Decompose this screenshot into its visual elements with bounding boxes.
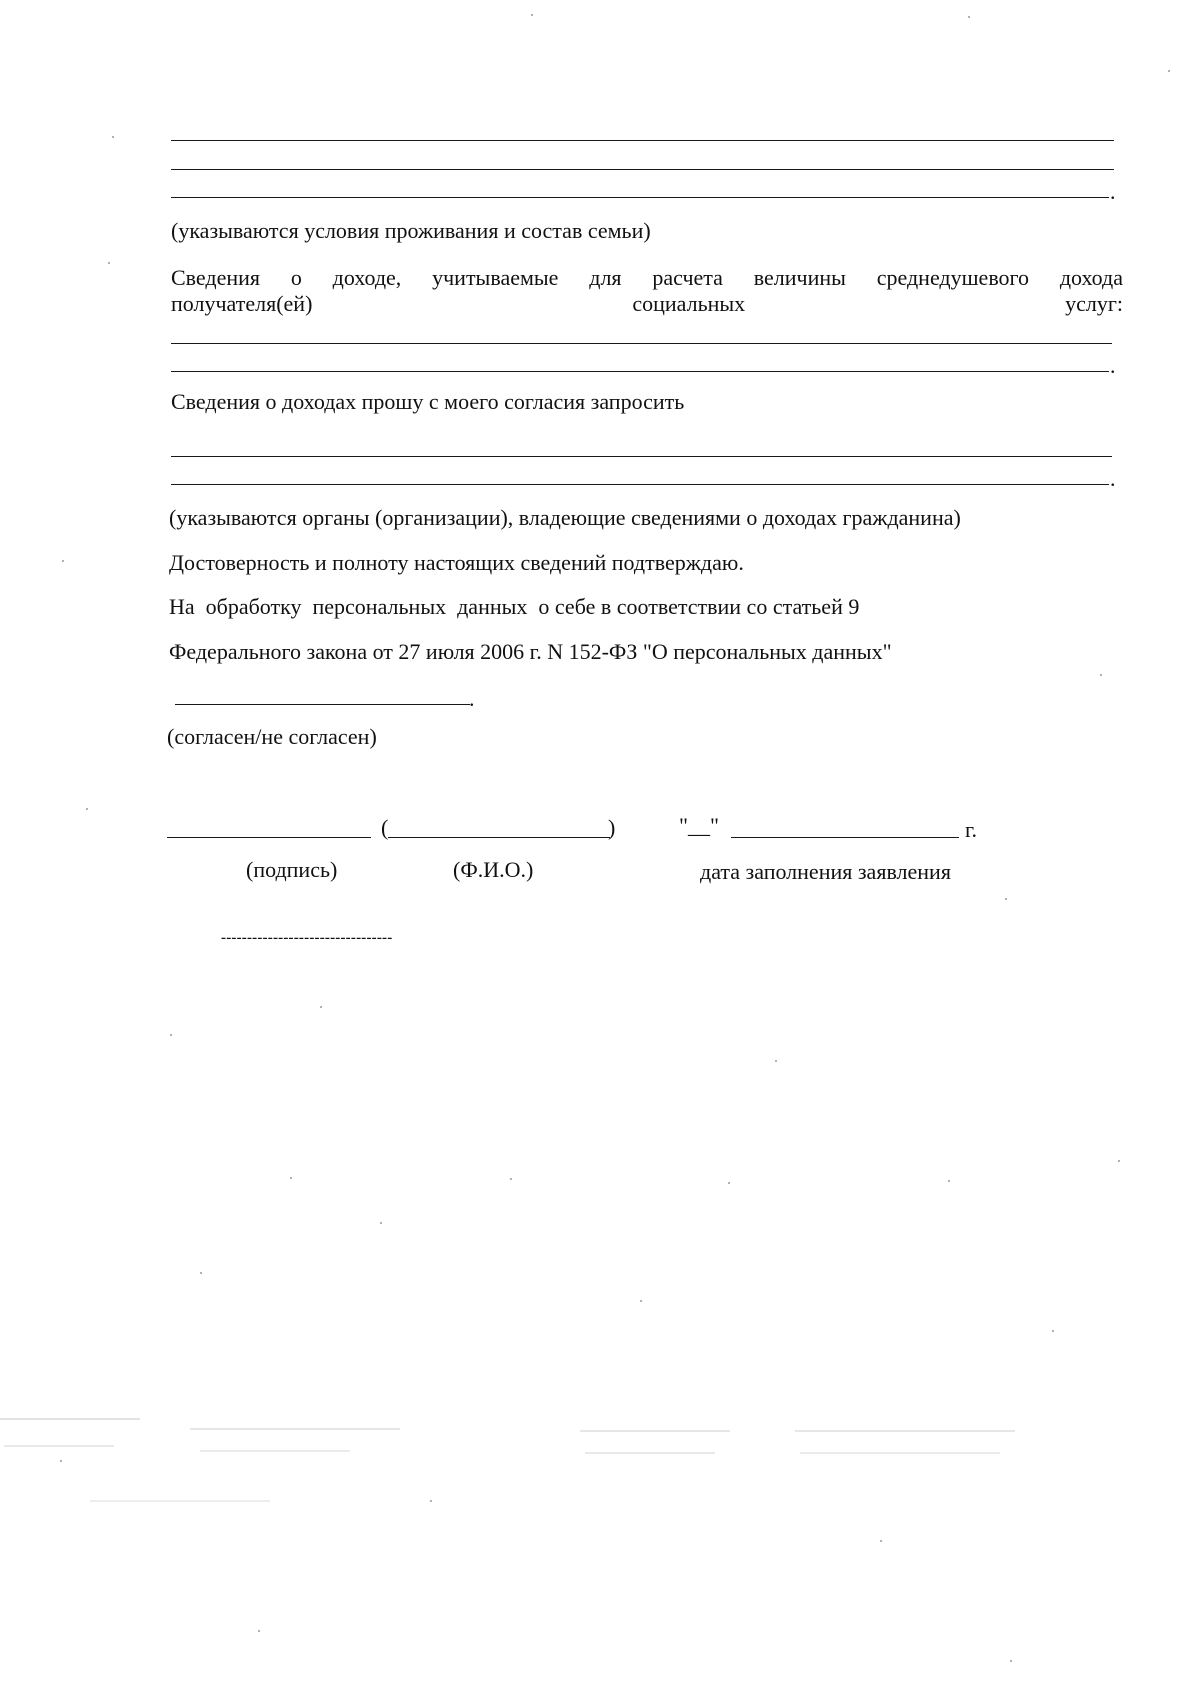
- consent-line-1: На обработку персональных данных о себе в соответствии со статьей 9: [169, 594, 860, 619]
- income-word: доходе,: [332, 265, 402, 290]
- blank-line-1: [171, 140, 1114, 141]
- consent-caption: (согласен/не согласен): [167, 724, 377, 749]
- line-end-period-4: .: [469, 686, 475, 711]
- request-text: Сведения о доходах прошу с моего согласия запросить: [171, 389, 685, 414]
- income-word: получателя(ей): [171, 291, 313, 316]
- scan-speck: [1052, 1330, 1054, 1332]
- income-word: среднедушевого: [876, 265, 1030, 290]
- scan-speck: [430, 1500, 432, 1502]
- smudge-dot: [200, 1450, 350, 1452]
- confirm-text: Достоверность и полноту настоящих сведений подтверждаю.: [169, 550, 744, 575]
- fio-close-paren: ): [608, 815, 616, 840]
- smudge-dot: [90, 1500, 270, 1502]
- scan-speck: [510, 1178, 512, 1180]
- scan-speck: [640, 1300, 642, 1302]
- smudge-dot: [800, 1452, 1000, 1454]
- line-end-period-2: .: [1110, 353, 1116, 378]
- fio-open-paren: (: [381, 815, 389, 840]
- scan-speck: [86, 808, 88, 810]
- income-word: расчета: [652, 265, 723, 290]
- signature-caption: (подпись): [246, 857, 338, 882]
- consent-blank-line: [175, 704, 470, 705]
- date-month-line: [731, 837, 959, 838]
- fio-line: [388, 837, 610, 838]
- scan-speck: [320, 1006, 322, 1008]
- organs-caption: (указываются органы (организации), владеющие сведениями о доходах гражданина): [169, 505, 961, 530]
- scan-speck: [1005, 898, 1007, 900]
- organs-blank-line-1: [171, 456, 1112, 457]
- scan-speck: [1010, 1660, 1012, 1662]
- consent-line-2: Федерального закона от 27 июля 2006 г. N 152-ФЗ "О персональных данных": [169, 639, 892, 664]
- scan-speck: [258, 1630, 260, 1632]
- income-line-1: [171, 265, 1123, 291]
- scan-speck: [200, 1272, 202, 1274]
- scan-speck: [108, 262, 110, 264]
- income-word: услуг:: [1065, 291, 1123, 316]
- smudge-dot: [190, 1428, 400, 1430]
- income-blank-line-2: [171, 371, 1109, 372]
- smudge-dot: [0, 1418, 140, 1420]
- income-word: социальных: [632, 291, 746, 316]
- income-word: для: [589, 265, 622, 290]
- scan-speck: [948, 1180, 950, 1182]
- scan-speck: [531, 14, 533, 16]
- organs-blank-line-2: [171, 484, 1109, 485]
- scan-speck: [1118, 1160, 1120, 1162]
- smudge-dot: [585, 1452, 715, 1454]
- scan-speck: [880, 1540, 882, 1542]
- date-caption: дата заполнения заявления: [700, 859, 951, 884]
- income-word: дохода: [1059, 265, 1123, 290]
- dashed-separator: ---------------------------------: [221, 930, 393, 946]
- scan-speck: [728, 1182, 730, 1184]
- line-end-period-3: .: [1110, 466, 1116, 491]
- scan-speck: [170, 1034, 172, 1036]
- line-end-period-1: .: [1110, 179, 1116, 204]
- smudge-dot: [795, 1430, 1015, 1432]
- signature-line: [167, 837, 371, 838]
- family-caption: (указываются условия проживания и состав семьи): [171, 218, 651, 243]
- scan-speck: [1100, 674, 1102, 676]
- scan-speck: [112, 136, 114, 138]
- fio-caption: (Ф.И.О.): [453, 857, 534, 882]
- blank-line-2: [171, 169, 1114, 170]
- income-word: Сведения: [171, 265, 261, 290]
- scan-speck: [775, 1060, 777, 1062]
- date-day-quotes: "__": [679, 813, 719, 838]
- scan-speck: [968, 16, 970, 18]
- scan-speck: [62, 560, 64, 562]
- smudge-dot: [580, 1430, 730, 1432]
- scan-speck: [60, 1460, 62, 1462]
- blank-line-3: [171, 197, 1109, 198]
- scan-speck: [290, 1177, 292, 1179]
- scan-speck: [380, 1222, 382, 1224]
- smudge-dot: [4, 1445, 114, 1447]
- income-word: о: [290, 265, 302, 290]
- income-word: величины: [753, 265, 846, 290]
- year-suffix: г.: [965, 817, 978, 842]
- scan-speck: [1168, 70, 1170, 72]
- income-blank-line-1: [171, 343, 1112, 344]
- income-word: учитываемые: [432, 265, 559, 290]
- income-line-2: [171, 291, 1123, 317]
